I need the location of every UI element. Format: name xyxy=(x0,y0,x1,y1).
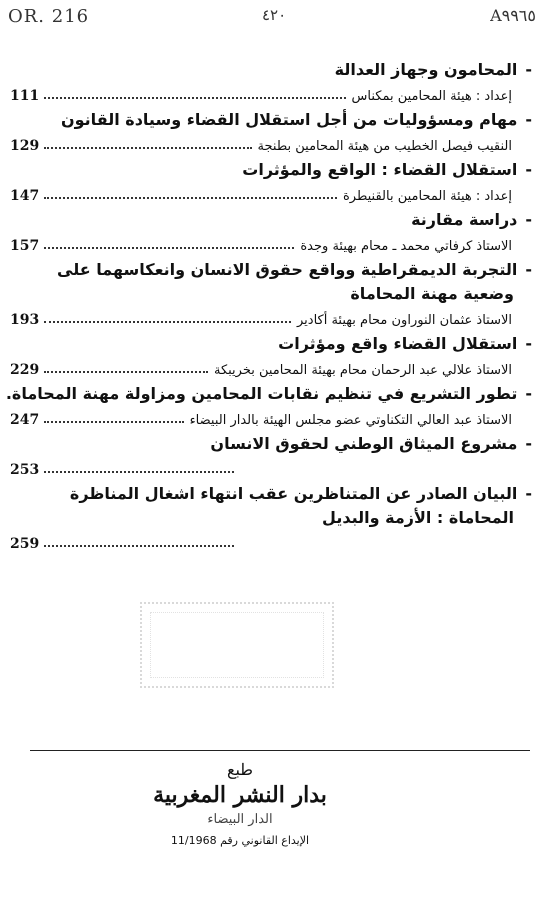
page-number: 147 xyxy=(10,188,40,204)
toc-page-row xyxy=(10,82,532,104)
bullet-dash: - xyxy=(525,384,532,403)
toc-entry-author: الاستاذ عثمان النوراون محام بهيئة أكادير xyxy=(296,313,512,328)
page-number: 259 xyxy=(10,536,40,552)
toc-title-text: المحامون وجهاز العدالة xyxy=(334,60,518,79)
bullet-dash: - xyxy=(525,110,532,129)
page-number: 157 xyxy=(10,238,40,254)
publisher-imprint xyxy=(120,760,360,852)
publisher-name: بدار النشر المغربية xyxy=(153,782,327,808)
legal-deposit: الإيداع القانوني رقم 11/1968 xyxy=(170,834,310,847)
toc-title-text: البيان الصادر عن المتناظرين عقب انتهاء اشغال المناظرة xyxy=(69,484,518,503)
toc-title-text: استقلال القضاء : الواقع والمؤثرات xyxy=(242,160,518,179)
toc-page-row xyxy=(10,232,532,254)
page-number: 247 xyxy=(10,412,40,428)
toc-page-row xyxy=(10,182,532,204)
dot-leader xyxy=(44,471,234,473)
toc-entry-title xyxy=(10,58,532,82)
toc-entry xyxy=(10,208,532,254)
toc-entry xyxy=(10,258,532,328)
toc-entry-author: إعداد : هيئة المحامين بالقنيطرة xyxy=(342,189,512,204)
toc-entry-title xyxy=(10,332,532,356)
toc-entry-title xyxy=(10,108,532,132)
toc-page-row xyxy=(10,530,532,552)
page-number: 229 xyxy=(10,362,40,378)
toc-title-text: المحاماة : الأزمة والبديل xyxy=(322,508,514,527)
toc-entry xyxy=(10,58,532,104)
bullet-dash: - xyxy=(525,60,532,79)
bullet-dash: - xyxy=(525,160,532,179)
toc-entry xyxy=(10,482,532,552)
toc-entry-author: الاستاذ عبد العالي التكناوتي عضو مجلس الهيئة بالدار البيضاء xyxy=(189,413,512,428)
dot-leader xyxy=(44,147,252,149)
toc-entry-title xyxy=(10,506,532,530)
toc-entry-title xyxy=(10,482,532,506)
toc-page-row xyxy=(10,406,532,428)
dot-leader xyxy=(44,545,234,547)
page-number: 193 xyxy=(10,312,40,328)
toc-title-text: وضعية مهنة المحاماة xyxy=(350,284,514,303)
toc-entry-author: إعداد : هيئة المحامين بمكناس xyxy=(351,89,512,104)
toc-entry-title xyxy=(10,432,532,456)
toc-title-text: تطور التشريع في تنظيم نقابات المحامين ومزاولة مهنة المحاماة. xyxy=(5,384,518,403)
page-number: 129 xyxy=(10,138,40,154)
toc-entry-title xyxy=(10,208,532,232)
toc-page-row xyxy=(10,306,532,328)
dot-leader xyxy=(44,97,346,99)
toc-entry xyxy=(10,108,532,154)
toc-title-text: مشروع الميثاق الوطني لحقوق الانسان xyxy=(210,434,518,453)
toc-entry xyxy=(5,382,532,428)
toc-page-row xyxy=(10,132,532,154)
toc-page-row xyxy=(10,456,532,478)
dot-leader xyxy=(44,371,208,373)
toc-entry-title xyxy=(10,282,532,306)
toc-entry-title xyxy=(5,382,532,406)
toc-title-text: مهام ومسؤوليات من أجل استقلال القضاء وسيادة القانون xyxy=(60,110,518,129)
toc-entry xyxy=(10,158,532,204)
toc-title-text: استقلال القضاء واقع ومؤثرات xyxy=(278,334,518,353)
dot-leader xyxy=(44,197,337,199)
toc-entry-author: الاستاذ علالي عبد الرحمان محام بهيئة المحامين بخريبكة xyxy=(213,363,512,378)
toc-entry-author: النقيب فيصل الخطيب من هيئة المحامين بطنجة xyxy=(257,139,512,154)
printed-by-label: طبع xyxy=(226,760,254,779)
dot-leader xyxy=(44,321,291,323)
footer-divider xyxy=(30,750,530,751)
bullet-dash: - xyxy=(525,260,532,279)
toc-entry-author: الاستاذ كرفاتي محمد ـ محام بهيئة وجدة xyxy=(300,239,512,254)
toc-entry-title xyxy=(10,258,532,282)
page-number: 111 xyxy=(10,88,40,104)
dot-leader xyxy=(44,421,184,423)
table-of-contents xyxy=(5,58,532,556)
page-number: 253 xyxy=(10,462,40,478)
publisher-city: الدار البيضاء xyxy=(207,812,273,827)
handwritten-note-middle: ٤٢٠ xyxy=(262,6,287,24)
toc-title-text: دراسة مقارنة xyxy=(411,210,518,229)
bullet-dash: - xyxy=(525,334,532,353)
faded-stamp xyxy=(140,602,334,688)
toc-page-row xyxy=(10,356,532,378)
toc-entry-title xyxy=(10,158,532,182)
bullet-dash: - xyxy=(525,210,532,229)
handwritten-note-right: A٩٩٦٥ xyxy=(490,6,536,25)
toc-entry xyxy=(10,332,532,378)
bullet-dash: - xyxy=(525,434,532,453)
toc-title-text: التجربة الديمقراطية وواقع حقوق الانسان وانعكاسهما على xyxy=(57,260,518,279)
toc-entry xyxy=(10,432,532,478)
handwritten-note-left: OR. 216 xyxy=(8,6,90,27)
dot-leader xyxy=(44,247,294,249)
bullet-dash: - xyxy=(525,484,532,503)
